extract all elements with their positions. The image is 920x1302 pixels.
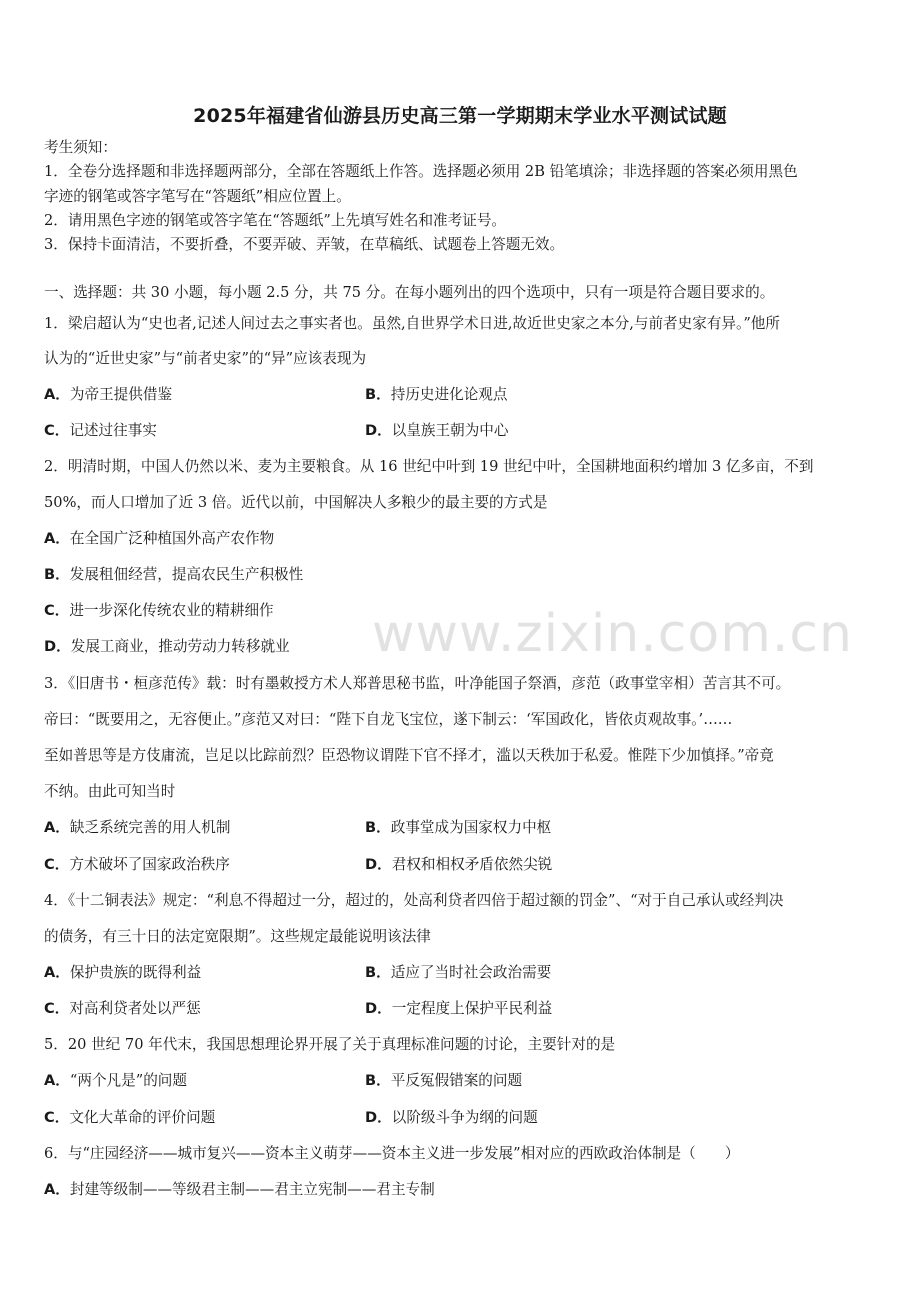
question-6-option-a	[44, 1180, 435, 1200]
option-label: A．	[44, 386, 70, 403]
option-text: 发展租佃经营，提高农民生产积极性	[69, 566, 304, 583]
option-text: 以阶级斗争为纲的问题	[391, 1109, 538, 1126]
question-1-option-b	[365, 385, 507, 405]
notice-item: 3．保持卡面清洁，不要折叠，不要弄破、弄皱，在草稿纸、试题卷上答题无效。	[44, 236, 565, 253]
option-label: C．	[44, 856, 70, 873]
option-text: 封建等级制——等级君主制——君主立宪制——君主专制	[69, 1181, 435, 1198]
question-3-stem: 至如普思等是方伎庸流，岂足以比踪前烈？臣恐物议谓陛下官不择才，滥以天秩加于私爱。惟陛下少加慎择。”帝竟	[44, 747, 774, 764]
watermark: www.zixin.com.cn	[372, 604, 853, 664]
question-3-stem: 帝曰：“既要用之，无容便止。”彦范又对曰：“陛下自龙飞宝位，遂下制云：‘军国政化，皆依贞观故事。’……	[44, 711, 733, 728]
question-6-stem: 6．与“庄园经济——城市复兴——资本主义萌芽——资本主义进一步发展”相对应的西欧政治体制是（ ）	[44, 1145, 740, 1162]
question-1-stem: 1．梁启超认为“史也者,记述人间过去之事实者也。虽然,自世界学术日进,故近世史家之本分,与前者史家有异。”他所	[44, 315, 780, 332]
option-text: 以皇族王朝为中心	[391, 422, 509, 439]
question-3-option-b	[365, 818, 551, 838]
option-text: 君权和相权矛盾依然尖锐	[391, 856, 553, 873]
question-4-option-a	[44, 963, 201, 983]
option-text: 保护贵族的既得利益	[69, 964, 202, 981]
option-label: D．	[365, 1109, 392, 1126]
question-1-stem: 认为的“近世史家”与“前者史家”的“异”应该表现为	[44, 350, 367, 367]
question-3-stem: 不纳。由此可知当时	[44, 783, 176, 800]
option-label: A．	[44, 1072, 70, 1089]
option-label: B．	[365, 819, 391, 836]
option-text: 为帝王提供借鉴	[69, 386, 173, 403]
question-1-option-d	[365, 421, 508, 441]
option-label: C．	[44, 1109, 70, 1126]
option-text: 方术破坏了国家政治秩序	[69, 856, 230, 873]
option-label: D．	[44, 638, 71, 655]
question-5-stem: 5．20 世纪 70 年代末，我国思想理论界开展了关于真理标准问题的讨论，主要针对的是	[44, 1036, 616, 1053]
question-3-stem: 3．《旧唐书・桓彦范传》载：时有墨敕授方术人郑普思秘书监，叶净能国子祭酒，彦范（政事堂宰相）苦言其不可。	[44, 675, 791, 692]
question-5-option-d	[365, 1108, 538, 1128]
question-2-stem: 2．明清时期，中国人仍然以米、麦为主要粮食。从 16 世纪中叶到 19 世纪中叶，全国耕地面积约增加 3 亿多亩，不到	[44, 458, 814, 475]
option-text: 平反冤假错案的问题	[390, 1072, 523, 1089]
question-5-option-a	[44, 1071, 187, 1091]
question-1-option-c	[44, 421, 157, 441]
option-label: B．	[365, 964, 391, 981]
option-text: 持历史进化论观点	[390, 386, 508, 403]
option-text: 在全国广泛种植国外高产农作物	[69, 530, 275, 547]
question-4-stem: 的债务，有三十日的法定宽限期”。这些规定最能说明该法律	[44, 928, 431, 945]
option-label: A．	[44, 964, 70, 981]
option-label: D．	[365, 1000, 392, 1017]
page-title: 2025年福建省仙游县历史高三第一学期期末学业水平测试试题	[193, 105, 727, 127]
question-2-option-d	[44, 637, 290, 657]
option-text: 记述过往事实	[69, 422, 157, 439]
question-5-option-b	[365, 1071, 522, 1091]
option-text: 进一步深化传统农业的精耕细作	[69, 602, 274, 619]
question-2-option-b	[44, 565, 303, 585]
question-4-stem: 4．《十二铜表法》规定：“利息不得超过一分，超过的，处高利贷者四倍于超过额的罚金”、“对于自己承认或经判决	[44, 892, 784, 909]
question-2-option-a	[44, 529, 274, 549]
notice-item: 2．请用黑色字迹的钢笔或答字笔在“答题纸”上先填写姓名和准考证号。	[44, 212, 507, 229]
option-label: B．	[365, 386, 391, 403]
section-heading: 一、选择题：共 30 小题，每小题 2.5 分，共 75 分。在每小题列出的四个选项中，只有一项是符合题目要求的。	[44, 284, 775, 301]
option-label: A．	[44, 1181, 70, 1198]
question-4-option-b	[365, 963, 551, 983]
option-text: 缺乏系统完善的用人机制	[69, 819, 231, 836]
question-2-stem: 50%，而人口增加了近 3 倍。近代以前，中国解决人多粮少的最主要的方式是	[44, 494, 548, 511]
option-label: C．	[44, 422, 70, 439]
question-4-option-c	[44, 999, 201, 1019]
option-text: 适应了当时社会政治需要	[390, 964, 552, 981]
option-label: A．	[44, 819, 70, 836]
option-label: C．	[44, 602, 70, 619]
option-label: B．	[365, 1072, 391, 1089]
question-3-option-c	[44, 855, 230, 875]
question-3-option-d	[365, 855, 552, 875]
option-label: D．	[365, 422, 392, 439]
option-label: C．	[44, 1000, 70, 1017]
option-label: B．	[44, 566, 70, 583]
question-3-option-a	[44, 818, 230, 838]
question-2-option-c	[44, 601, 274, 621]
option-text: 对高利贷者处以严惩	[69, 1000, 201, 1017]
option-text: 政事堂成为国家权力中枢	[390, 819, 552, 836]
notice-heading: 考生须知：	[44, 139, 117, 156]
question-4-option-d	[365, 999, 552, 1019]
notice-item: 字迹的钢笔或答字笔写在“答题纸”相应位置上。	[44, 188, 351, 205]
notice-item: 1．全卷分选择题和非选择题两部分，全部在答题纸上作答。选择题必须用 2B 铅笔填涂；非选择题的答案必须用黑色	[44, 163, 798, 180]
option-label: A．	[44, 530, 70, 547]
option-label: D．	[365, 856, 392, 873]
question-5-option-c	[44, 1108, 215, 1128]
question-1-option-a	[44, 385, 172, 405]
option-text: “两个凡是”的问题	[69, 1072, 187, 1089]
option-text: 文化大革命的评价问题	[69, 1109, 216, 1126]
option-text: 一定程度上保护平民利益	[391, 1000, 553, 1017]
option-text: 发展工商业，推动劳动力转移就业	[70, 638, 290, 655]
